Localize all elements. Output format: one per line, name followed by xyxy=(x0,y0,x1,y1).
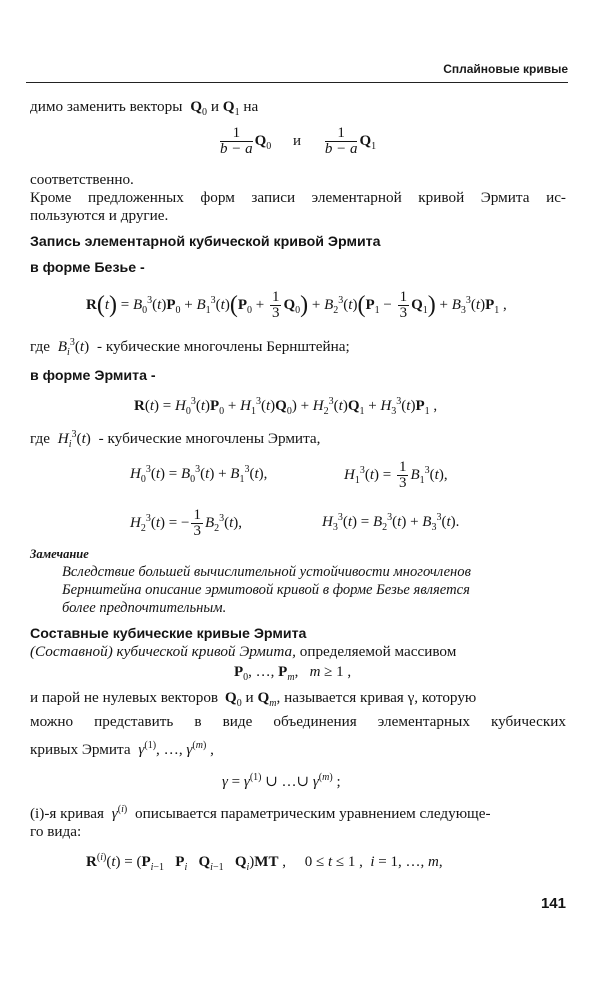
note-line-1: Вследствие большей вычислительной устойчивости многочленов xyxy=(62,564,471,580)
equation-h0: $H_0^3(t) = B_0^3(t) + B_1^3(t)$, xyxy=(130,464,268,485)
text-where-hermite: где $H_i^3(t)$ - кубические многочлены Эрмита, xyxy=(30,429,321,451)
heading-hermite-form: в форме Эрмита - xyxy=(30,368,156,384)
remark-label: Замечание xyxy=(30,547,89,561)
equation-hermite: $R(t) = H_0^3(t)P_0 + H_1^3(t)Q_0) + H_2^3(t)Q_1 + H_3^3(t)P_1$ , xyxy=(134,396,438,417)
equation-h1: $H_1^3(t)$ = $\frac{1}{3}$ $B_1^3(t)$, xyxy=(344,459,448,491)
equation-union: $\gamma = \gamma^{(1)}$ ∪ …∪ $\gamma^{(m)}$ ; xyxy=(222,772,341,790)
text-line-3: соответственно. xyxy=(30,171,134,188)
text-line-1: димо заменить векторы $Q_0$ и $Q_1$ на xyxy=(30,98,259,119)
heading-composite: Составные кубические кривые Эрмита xyxy=(30,626,307,642)
running-header: Сплайновые кривые xyxy=(443,62,568,76)
text-line-5: пользуются и другие. xyxy=(30,207,169,224)
equation-h2: $H_2^3(t)$ = − $\frac{1}{3}$ $B_2^3(t)$, xyxy=(130,507,243,539)
text-line-4: Кроме предложенных форм записи элементарной кривой Эрмита ис- xyxy=(30,189,566,206)
equation-h3: $H_3^3(t) = B_2^3(t) + B_3^3(t)$. xyxy=(322,512,460,533)
text-composite-1: (Составной) кубической кривой Эрмита, определяемой массивом xyxy=(30,643,457,660)
header-rule xyxy=(26,82,568,83)
text-composite-2: и парой не нулевых векторов $Q_0$ и $Q_m$, называется кривая γ, которую xyxy=(30,689,477,710)
text-composite-4: кривых Эрмита $\gamma^{(1)}$, …, $\gamma^{(m)}$ , xyxy=(30,740,214,759)
heading-bezier-form: в форме Безье - xyxy=(30,260,145,276)
equation-parametric: $R^{(i)}(t) = (P_{i-1}$ $P_i$ $Q_{i-1}$ $Q_i)MT$ , 0 ≤ t ≤ 1 , i = 1, …, m, xyxy=(86,852,443,873)
text-composite-6: го вида: xyxy=(30,823,82,840)
text-composite-5: (i)-я кривая $\gamma^{(i)}$ описывается параметрическим уравнением следующе- xyxy=(30,804,491,823)
text-composite-3: можно представить в виде объединения элементарных кубических xyxy=(30,713,566,730)
heading-elementary: Запись элементарной кубической кривой Эрмита xyxy=(30,234,381,250)
note-line-3: более предпочтительным. xyxy=(62,600,227,616)
equation-array: $P_0$, …, $P_m$, m ≥ 1 , xyxy=(234,664,352,683)
equation-fractions: $\frac{1}{b - a}$ $Q_0$ и $\frac{1}{b - a}$ $Q_1$ xyxy=(220,125,377,157)
page-number: 141 xyxy=(540,895,566,912)
text-where-bernstein: где $B_i^3(t)$ - кубические многочлены Бернштейна; xyxy=(30,337,350,359)
equation-bezier: $R(t) = B_0^3(t)P_0 + B_1^3(t)(P_0$ + $\frac{1}{3}$ $Q_0) + B_2^3(t)(P_1$ − $\frac{1}{3}$ $Q_1) + B_3^3(t)P_1$ , xyxy=(86,289,507,321)
note-line-2: Бернштейна описание эрмитовой кривой в форме Безье является xyxy=(62,582,470,598)
